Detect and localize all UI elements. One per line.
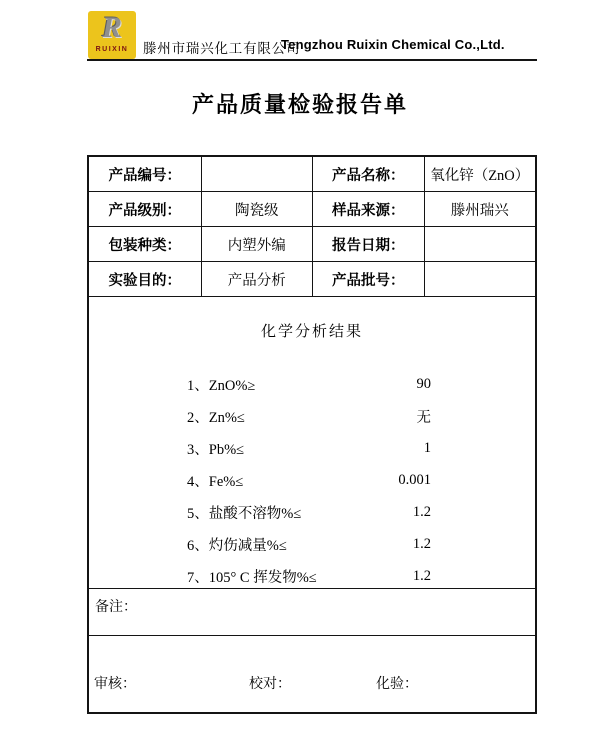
value-report-date: [424, 227, 536, 261]
label-report-date: 报告日期：: [312, 227, 424, 261]
company-name-en: Tengzhou Ruixin Chemical Co.,Ltd.: [281, 37, 505, 52]
analysis-item: [89, 368, 535, 400]
analysis-item-value: 1.2: [412, 535, 431, 552]
label-sample-source: 样品来源：: [312, 192, 424, 226]
logo-wordmark: RUIXIN: [95, 46, 129, 53]
analysis-item: [89, 432, 535, 464]
label-product-code: 产品编号：: [108, 167, 181, 184]
label-batch-number: 产品批号：: [312, 262, 424, 296]
analysis-item: [89, 528, 535, 560]
analysis-item-name: 2、Zn%≤: [187, 409, 245, 426]
analysis-list: [89, 368, 535, 592]
table-row-packing-date: [89, 227, 535, 262]
analysis-item: [89, 496, 535, 528]
report-table: [87, 155, 537, 714]
proofread-label: 校对：: [249, 677, 291, 692]
analysis-section: [89, 297, 535, 589]
analysis-item-value: 1.2: [412, 503, 431, 520]
logo-r-glyph: R: [101, 11, 122, 44]
analysis-item-value: 1.2: [412, 567, 431, 584]
analysis-item: [89, 464, 535, 496]
analysis-item-value: 1: [423, 439, 431, 456]
analysis-item-name: 4、Fe%≤: [187, 473, 244, 490]
value-test-purpose: 产品分析: [201, 262, 313, 296]
review-label: 审核：: [94, 677, 136, 692]
value-product-code: [201, 157, 313, 191]
analysis-item-name: 7、105° C 挥发物%≤: [187, 569, 317, 586]
header-divider: [87, 59, 537, 61]
test-label: 化验：: [376, 677, 418, 692]
table-row-product-code-name: [89, 157, 535, 192]
analysis-item: [89, 400, 535, 432]
remarks-label: 备注：: [95, 600, 137, 615]
report-title: 产品质量检验报告单: [191, 92, 408, 117]
value-packing-type: 内塑外编: [201, 227, 313, 261]
analysis-section-title: 化学分析结果: [260, 324, 363, 340]
analysis-item: [89, 560, 535, 592]
value-sample-source: 滕州瑞兴: [424, 192, 536, 226]
value-product-name: 氧化锌（ZnO）: [424, 157, 536, 191]
label-product-name: 产品名称：: [312, 157, 424, 191]
label-product-grade: 产品级别：: [108, 202, 181, 219]
remarks-row: [89, 589, 535, 636]
label-test-purpose: 实验目的：: [108, 272, 181, 289]
table-row-grade-source: [89, 192, 535, 227]
company-name-cn: 滕州市瑞兴化工有限公司: [143, 41, 301, 56]
analysis-item-value: 无: [416, 409, 431, 426]
analysis-item-name: 6、灼伤减量%≤: [187, 537, 287, 554]
value-product-grade: 陶瓷级: [201, 192, 313, 226]
signoff-row: [89, 636, 535, 712]
analysis-item-name: 1、ZnO%≥: [187, 377, 256, 394]
company-logo: [88, 11, 136, 59]
table-row-purpose-batch: [89, 262, 535, 297]
analysis-item-name: 5、盐酸不溶物%≤: [187, 505, 302, 522]
analysis-item-name: 3、Pb%≤: [187, 441, 245, 458]
value-batch-number: [424, 262, 536, 296]
label-packing-type: 包装种类：: [108, 237, 181, 254]
analysis-item-value: 0.001: [398, 471, 431, 488]
analysis-item-value: 90: [416, 375, 431, 392]
